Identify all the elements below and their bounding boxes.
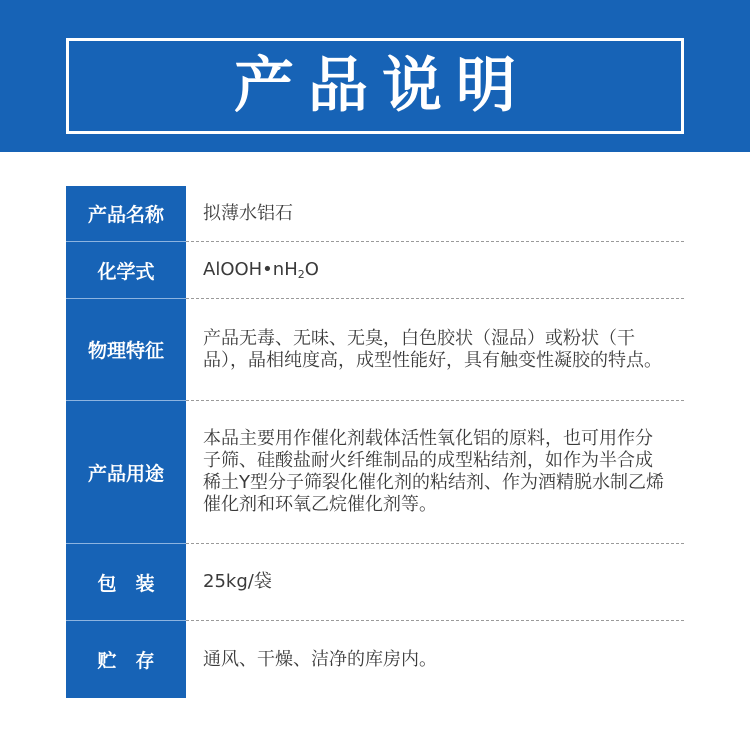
row-label: 化学式 (66, 242, 186, 299)
row-label: 贮 存 (66, 621, 186, 698)
row-label: 物理特征 (66, 299, 186, 401)
chemical-formula: $AlOOH•nH_2O$ (203, 259, 319, 281)
row-value: 25kg/袋 (186, 544, 684, 621)
row-label: 产品名称 (66, 186, 186, 242)
title-frame (66, 38, 684, 134)
table-row-product-name (66, 186, 684, 242)
page-title: 产品说明 (234, 51, 530, 121)
row-label: 包 装 (66, 544, 186, 621)
table-row-product-uses (66, 401, 684, 544)
row-label: 产品用途 (66, 401, 186, 544)
table-row-storage (66, 621, 684, 698)
row-value (186, 242, 684, 299)
row-value: 本品主要用作催化剂载体活性氧化铝的原料，也可用作分子筛、硅酸盐耐火纤维制品的成型粘结剂，如作为半合成稀土Y型分子筛裂化催化剂的粘结剂、作为酒精脱水制乙烯催化剂和环氧乙烷催化剂等。 (186, 401, 684, 544)
product-info-table (66, 186, 684, 698)
header-banner (0, 0, 750, 152)
table-row-physical-properties (66, 299, 684, 401)
table-row-packaging (66, 544, 684, 621)
row-value: 拟薄水铝石 (186, 186, 684, 242)
table-row-chemical-formula (66, 242, 684, 299)
row-value: 产品无毒、无味、无臭，白色胶状（湿品）或粉状（干品），晶相纯度高，成型性能好，具有触变性凝胶的特点。 (186, 299, 684, 401)
row-value: 通风、干燥、洁净的库房内。 (203, 648, 437, 670)
